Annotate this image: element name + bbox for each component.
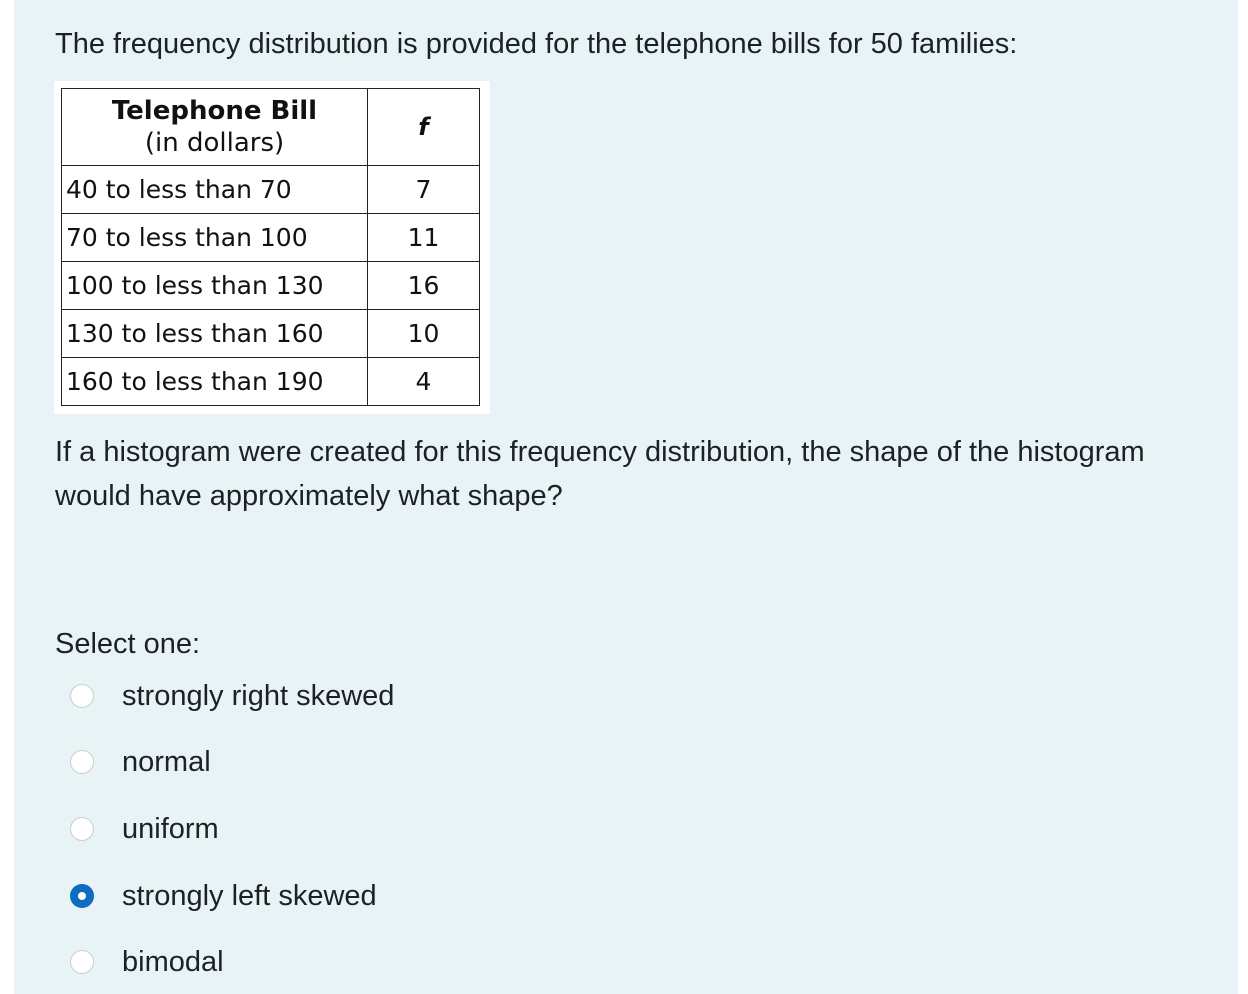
bill-column-header <box>62 89 368 166</box>
table-row <box>62 214 480 262</box>
question-panel <box>14 0 1238 994</box>
question-prompt: If a histogram were created for this frequency distribution, the shape of the histogram would have approximately what shape? <box>55 436 1145 512</box>
radio-button[interactable] <box>70 684 94 708</box>
bill-header-title: Telephone Bill <box>111 96 318 126</box>
radio-button[interactable] <box>70 817 94 841</box>
option-label[interactable]: strongly right skewed <box>122 680 395 712</box>
answer-option-bimodal[interactable] <box>70 942 224 982</box>
range-cell: 160 to less than 190 <box>62 358 368 406</box>
frequency-table <box>61 88 480 406</box>
range-cell: 130 to less than 160 <box>62 310 368 358</box>
answer-option-strongly-right-skewed[interactable] <box>70 676 394 716</box>
table-row <box>62 166 480 214</box>
radio-button-selected[interactable] <box>70 884 94 908</box>
answer-option-strongly-left-skewed[interactable] <box>70 876 377 916</box>
radio-button[interactable] <box>70 950 94 974</box>
frequency-cell: 4 <box>368 358 480 406</box>
frequency-table-container <box>54 81 490 414</box>
answer-option-uniform[interactable] <box>70 809 219 849</box>
frequency-cell: 16 <box>368 262 480 310</box>
option-label[interactable]: uniform <box>122 813 219 845</box>
range-cell: 40 to less than 70 <box>62 166 368 214</box>
frequency-cell: 10 <box>368 310 480 358</box>
table-row <box>62 262 480 310</box>
select-one-label: Select one: <box>55 628 201 660</box>
answer-option-normal[interactable] <box>70 742 211 782</box>
frequency-cell: 7 <box>368 166 480 214</box>
bill-header-units: (in dollars) <box>144 128 285 158</box>
question-intro: The frequency distribution is provided for the telephone bills for 50 families: <box>55 28 1018 60</box>
table-row <box>62 358 480 406</box>
frequency-column-header: f <box>368 89 480 166</box>
option-label[interactable]: normal <box>122 746 211 778</box>
option-label[interactable]: bimodal <box>122 946 224 978</box>
frequency-cell: 11 <box>368 214 480 262</box>
table-header-row <box>62 89 480 166</box>
option-label[interactable]: strongly left skewed <box>122 880 377 912</box>
table-row <box>62 310 480 358</box>
radio-button[interactable] <box>70 750 94 774</box>
range-cell: 70 to less than 100 <box>62 214 368 262</box>
range-cell: 100 to less than 130 <box>62 262 368 310</box>
